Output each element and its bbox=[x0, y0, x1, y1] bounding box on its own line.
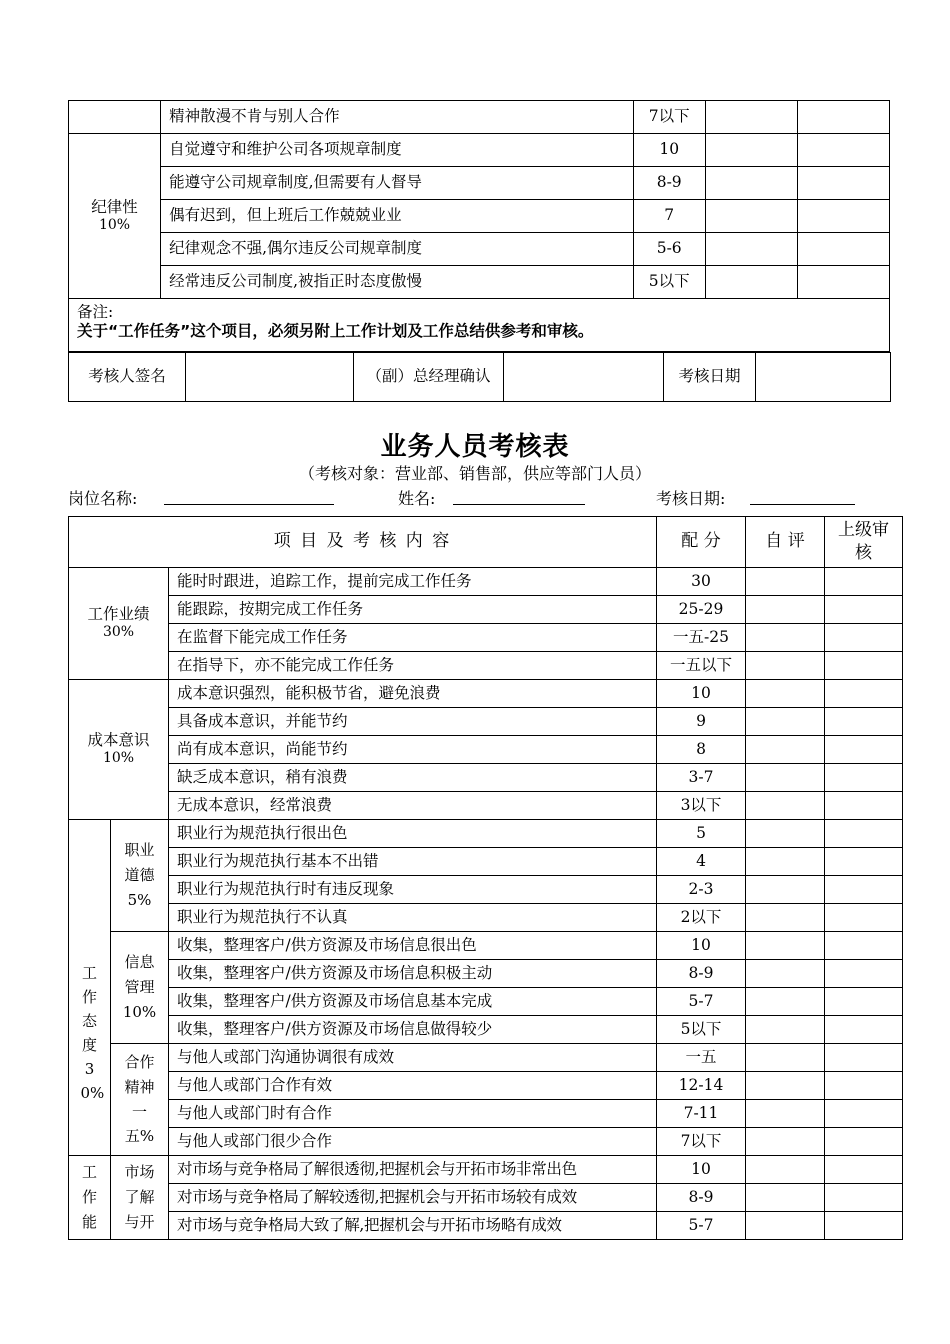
superior-score-input[interactable] bbox=[797, 233, 889, 266]
table-row bbox=[69, 1100, 903, 1128]
self-score-input[interactable] bbox=[746, 736, 825, 764]
table-row bbox=[69, 200, 890, 233]
score-cell: 5以下 bbox=[633, 266, 705, 299]
superior-score-input[interactable] bbox=[825, 736, 903, 764]
review-date-label: 考核日期 bbox=[664, 353, 756, 402]
score-cell: 3-7 bbox=[657, 764, 746, 792]
superior-score-input[interactable] bbox=[825, 1044, 903, 1072]
post-name-field-group bbox=[68, 486, 137, 509]
criteria-cell: 职业行为规范执行不认真 bbox=[169, 904, 657, 932]
criteria-cell: 能时时跟进，追踪工作，提前完成工作任务 bbox=[169, 568, 657, 596]
self-score-input[interactable] bbox=[746, 1184, 825, 1212]
category-label: 工作能 bbox=[81, 1163, 97, 1231]
criteria-cell: 在监督下能完成工作任务 bbox=[169, 624, 657, 652]
criteria-cell: 职业行为规范执行时有违反现象 bbox=[169, 876, 657, 904]
superior-score-input[interactable] bbox=[825, 876, 903, 904]
score-cell: 5-7 bbox=[657, 988, 746, 1016]
self-score-input[interactable] bbox=[705, 233, 797, 266]
table-row bbox=[69, 101, 890, 134]
category-label: 工作态度30% bbox=[80, 963, 105, 1102]
self-score-input[interactable] bbox=[746, 680, 825, 708]
table-row bbox=[69, 1184, 903, 1212]
table-row bbox=[69, 1128, 903, 1156]
superior-score-input[interactable] bbox=[797, 101, 889, 134]
score-cell: 7以下 bbox=[633, 101, 705, 134]
subcategory-cell bbox=[111, 1156, 169, 1240]
note-cell bbox=[69, 299, 890, 352]
criteria-cell: 收集，整理客户/供方资源及市场信息做得较少 bbox=[169, 1016, 657, 1044]
previous-assessment-table bbox=[68, 100, 890, 352]
score-cell: 5 bbox=[657, 820, 746, 848]
sales-assessment-table bbox=[68, 516, 903, 1240]
table-row bbox=[69, 233, 890, 266]
date-label: 考核日期: bbox=[656, 489, 726, 508]
table-row bbox=[69, 568, 903, 596]
table-row bbox=[69, 596, 903, 624]
criteria-cell: 偶有迟到，但上班后工作兢兢业业 bbox=[161, 200, 634, 233]
table-row bbox=[69, 876, 903, 904]
criteria-cell: 与他人或部门时有合作 bbox=[169, 1100, 657, 1128]
superior-score-input[interactable] bbox=[797, 134, 889, 167]
superior-score-input[interactable] bbox=[825, 988, 903, 1016]
self-score-input[interactable] bbox=[746, 1044, 825, 1072]
form-header-fields bbox=[68, 486, 888, 508]
criteria-cell: 缺乏成本意识，稍有浪费 bbox=[169, 764, 657, 792]
table-row bbox=[69, 736, 903, 764]
criteria-cell: 对市场与竞争格局了解很透彻,把握机会与开拓市场非常出色 bbox=[169, 1156, 657, 1184]
criteria-cell: 在指导下，亦不能完成工作任务 bbox=[169, 652, 657, 680]
header-row bbox=[69, 517, 903, 568]
date-input[interactable] bbox=[750, 486, 855, 505]
superior-score-input[interactable] bbox=[825, 680, 903, 708]
table-row bbox=[69, 932, 903, 960]
table-row bbox=[69, 624, 903, 652]
criteria-cell: 职业行为规范执行很出色 bbox=[169, 820, 657, 848]
score-cell: 2以下 bbox=[657, 904, 746, 932]
score-cell: 10 bbox=[657, 680, 746, 708]
criteria-cell: 自觉遵守和维护公司各项规章制度 bbox=[161, 134, 634, 167]
superior-score-input[interactable] bbox=[797, 200, 889, 233]
signature-row bbox=[69, 353, 891, 402]
self-score-input[interactable] bbox=[705, 167, 797, 200]
self-score-input[interactable] bbox=[746, 568, 825, 596]
table-row bbox=[69, 960, 903, 988]
superior-score-input[interactable] bbox=[825, 932, 903, 960]
post-name-label: 岗位名称: bbox=[68, 489, 138, 508]
criteria-cell: 收集，整理客户/供方资源及市场信息积极主动 bbox=[169, 960, 657, 988]
self-score-input[interactable] bbox=[705, 266, 797, 299]
category-cell bbox=[69, 101, 161, 134]
criteria-cell: 经常违反公司制度,被指正时态度傲慢 bbox=[161, 266, 634, 299]
score-cell: 7 bbox=[633, 200, 705, 233]
table-row bbox=[69, 1044, 903, 1072]
superior-score-input[interactable] bbox=[825, 764, 903, 792]
self-score-input[interactable] bbox=[746, 1212, 825, 1240]
self-score-input[interactable] bbox=[746, 1100, 825, 1128]
category-cell bbox=[69, 134, 161, 299]
self-score-input[interactable] bbox=[746, 792, 825, 820]
self-score-input[interactable] bbox=[746, 1128, 825, 1156]
superior-score-input[interactable] bbox=[825, 1100, 903, 1128]
gm-confirm-label: （副）总经理确认 bbox=[354, 353, 504, 402]
self-score-input[interactable] bbox=[746, 876, 825, 904]
table-row bbox=[69, 1016, 903, 1044]
score-cell: 一五 bbox=[657, 1044, 746, 1072]
note-row bbox=[69, 299, 890, 352]
score-cell: 25-29 bbox=[657, 596, 746, 624]
score-cell: 8-9 bbox=[657, 960, 746, 988]
self-score-input[interactable] bbox=[705, 134, 797, 167]
subcategory-cell bbox=[111, 1044, 169, 1156]
form-subtitle: （考核对象：营业部、销售部，供应等部门人员） bbox=[298, 464, 651, 483]
superior-score-input[interactable] bbox=[825, 792, 903, 820]
self-score-input[interactable] bbox=[746, 708, 825, 736]
score-cell: 8-9 bbox=[657, 1184, 746, 1212]
gm-confirm-field[interactable] bbox=[504, 353, 664, 402]
score-cell: 7以下 bbox=[657, 1128, 746, 1156]
self-score-input[interactable] bbox=[746, 764, 825, 792]
score-cell: 7-11 bbox=[657, 1100, 746, 1128]
form-title: 业务人员考核表 bbox=[380, 432, 570, 462]
superior-score-input[interactable] bbox=[825, 820, 903, 848]
category-cell bbox=[69, 680, 169, 820]
score-cell: 8-9 bbox=[633, 167, 705, 200]
superior-score-input[interactable] bbox=[825, 1016, 903, 1044]
subcategory-cell bbox=[111, 932, 169, 1044]
subcategory-label: 信息管理10% bbox=[122, 953, 157, 1021]
superior-score-input[interactable] bbox=[797, 266, 889, 299]
self-score-input[interactable] bbox=[746, 932, 825, 960]
criteria-cell: 收集，整理客户/供方资源及市场信息基本完成 bbox=[169, 988, 657, 1016]
self-score-input[interactable] bbox=[746, 1072, 825, 1100]
criteria-cell: 与他人或部门很少合作 bbox=[169, 1128, 657, 1156]
superior-score-input[interactable] bbox=[825, 652, 903, 680]
self-score-input[interactable] bbox=[746, 624, 825, 652]
table-row bbox=[69, 904, 903, 932]
subcategory-cell bbox=[111, 820, 169, 932]
review-date-field[interactable] bbox=[756, 353, 891, 402]
superior-score-input[interactable] bbox=[825, 1184, 903, 1212]
header-score: 配 分 bbox=[657, 517, 746, 568]
table-row bbox=[69, 1212, 903, 1240]
category-cell bbox=[69, 1156, 111, 1240]
header-item: 项 目 及 考 核 内 容 bbox=[69, 517, 657, 568]
table-row bbox=[69, 848, 903, 876]
score-cell: 5-7 bbox=[657, 1212, 746, 1240]
criteria-cell: 对市场与竞争格局大致了解,把握机会与开拓市场略有成效 bbox=[169, 1212, 657, 1240]
header-self: 自 评 bbox=[746, 517, 825, 568]
table-row bbox=[69, 266, 890, 299]
table-row bbox=[69, 1156, 903, 1184]
score-cell: 3以下 bbox=[657, 792, 746, 820]
note-text: 关于“工作任务”这个项目，必须另附上工作计划及工作总结供参考和审核。 bbox=[77, 322, 594, 341]
note-label: 备注: bbox=[77, 303, 114, 321]
criteria-cell: 精神散漫不肯与别人合作 bbox=[161, 101, 634, 134]
criteria-cell: 无成本意识，经常浪费 bbox=[169, 792, 657, 820]
superior-score-input[interactable] bbox=[825, 1156, 903, 1184]
criteria-cell: 与他人或部门合作有效 bbox=[169, 1072, 657, 1100]
score-cell: 12-14 bbox=[657, 1072, 746, 1100]
score-cell: 9 bbox=[657, 708, 746, 736]
criteria-cell: 收集，整理客户/供方资源及市场信息很出色 bbox=[169, 932, 657, 960]
score-cell: 一五以下 bbox=[657, 652, 746, 680]
subcategory-label: 职业道德5% bbox=[124, 841, 155, 909]
signature-table bbox=[68, 352, 891, 402]
self-score-input[interactable] bbox=[705, 101, 797, 134]
category-weight: 30% bbox=[102, 624, 135, 641]
table-row bbox=[69, 764, 903, 792]
superior-score-input[interactable] bbox=[825, 568, 903, 596]
category-label: 成本意识 bbox=[87, 731, 150, 750]
score-cell: 一五-25 bbox=[657, 624, 746, 652]
reviewer-signature-label: 考核人签名 bbox=[69, 353, 186, 402]
superior-score-input[interactable] bbox=[825, 596, 903, 624]
table-row bbox=[69, 820, 903, 848]
superior-score-input[interactable] bbox=[825, 1072, 903, 1100]
table-row bbox=[69, 680, 903, 708]
score-cell: 2-3 bbox=[657, 876, 746, 904]
self-score-input[interactable] bbox=[746, 960, 825, 988]
table-row bbox=[69, 134, 890, 167]
category-weight: 10% bbox=[98, 216, 131, 233]
table-row bbox=[69, 167, 890, 200]
superior-score-input[interactable] bbox=[825, 848, 903, 876]
criteria-cell: 尚有成本意识，尚能节约 bbox=[169, 736, 657, 764]
category-cell bbox=[69, 568, 169, 680]
subcategory-label: 市场了解与开 bbox=[124, 1163, 155, 1231]
score-cell: 4 bbox=[657, 848, 746, 876]
score-cell: 8 bbox=[657, 736, 746, 764]
self-score-input[interactable] bbox=[746, 848, 825, 876]
criteria-cell: 能遵守公司规章制度,但需要有人督导 bbox=[161, 167, 634, 200]
superior-score-input[interactable] bbox=[825, 1128, 903, 1156]
category-weight: 10% bbox=[102, 750, 135, 767]
criteria-cell: 具备成本意识，并能节约 bbox=[169, 708, 657, 736]
superior-score-input[interactable] bbox=[825, 1212, 903, 1240]
table-row bbox=[69, 652, 903, 680]
category-label: 纪律性 bbox=[91, 197, 138, 216]
self-score-input[interactable] bbox=[746, 904, 825, 932]
superior-score-input[interactable] bbox=[825, 624, 903, 652]
self-score-input[interactable] bbox=[746, 1156, 825, 1184]
superior-score-input[interactable] bbox=[825, 904, 903, 932]
criteria-cell: 对市场与竞争格局了解较透彻,把握机会与开拓市场较有成效 bbox=[169, 1184, 657, 1212]
criteria-cell: 职业行为规范执行基本不出错 bbox=[169, 848, 657, 876]
criteria-cell: 纪律观念不强,偶尔违反公司规章制度 bbox=[161, 233, 634, 266]
subcategory-label: 合作精神一五% bbox=[124, 1053, 155, 1146]
score-cell: 5以下 bbox=[657, 1016, 746, 1044]
score-cell: 5-6 bbox=[633, 233, 705, 266]
score-cell: 10 bbox=[657, 932, 746, 960]
self-score-input[interactable] bbox=[705, 200, 797, 233]
table-row bbox=[69, 1072, 903, 1100]
criteria-cell: 与他人或部门沟通协调很有成效 bbox=[169, 1044, 657, 1072]
self-score-input[interactable] bbox=[746, 820, 825, 848]
self-score-input[interactable] bbox=[746, 1016, 825, 1044]
reviewer-signature-field[interactable] bbox=[186, 353, 354, 402]
table-row bbox=[69, 792, 903, 820]
self-score-input[interactable] bbox=[746, 988, 825, 1016]
superior-score-input[interactable] bbox=[825, 708, 903, 736]
category-cell bbox=[69, 820, 111, 1156]
name-input[interactable] bbox=[453, 486, 585, 505]
category-label: 工作业绩 bbox=[87, 605, 150, 624]
superior-score-input[interactable] bbox=[825, 960, 903, 988]
header-superior: 上级审核 bbox=[825, 517, 903, 568]
score-cell: 30 bbox=[657, 568, 746, 596]
post-name-input[interactable] bbox=[164, 486, 334, 505]
self-score-input[interactable] bbox=[746, 596, 825, 624]
score-cell: 10 bbox=[657, 1156, 746, 1184]
table-row bbox=[69, 988, 903, 1016]
superior-score-input[interactable] bbox=[797, 167, 889, 200]
self-score-input[interactable] bbox=[746, 652, 825, 680]
criteria-cell: 成本意识强烈，能积极节省，避免浪费 bbox=[169, 680, 657, 708]
name-label: 姓名: bbox=[398, 489, 436, 508]
score-cell: 10 bbox=[633, 134, 705, 167]
criteria-cell: 能跟踪，按期完成工作任务 bbox=[169, 596, 657, 624]
table-row bbox=[69, 708, 903, 736]
